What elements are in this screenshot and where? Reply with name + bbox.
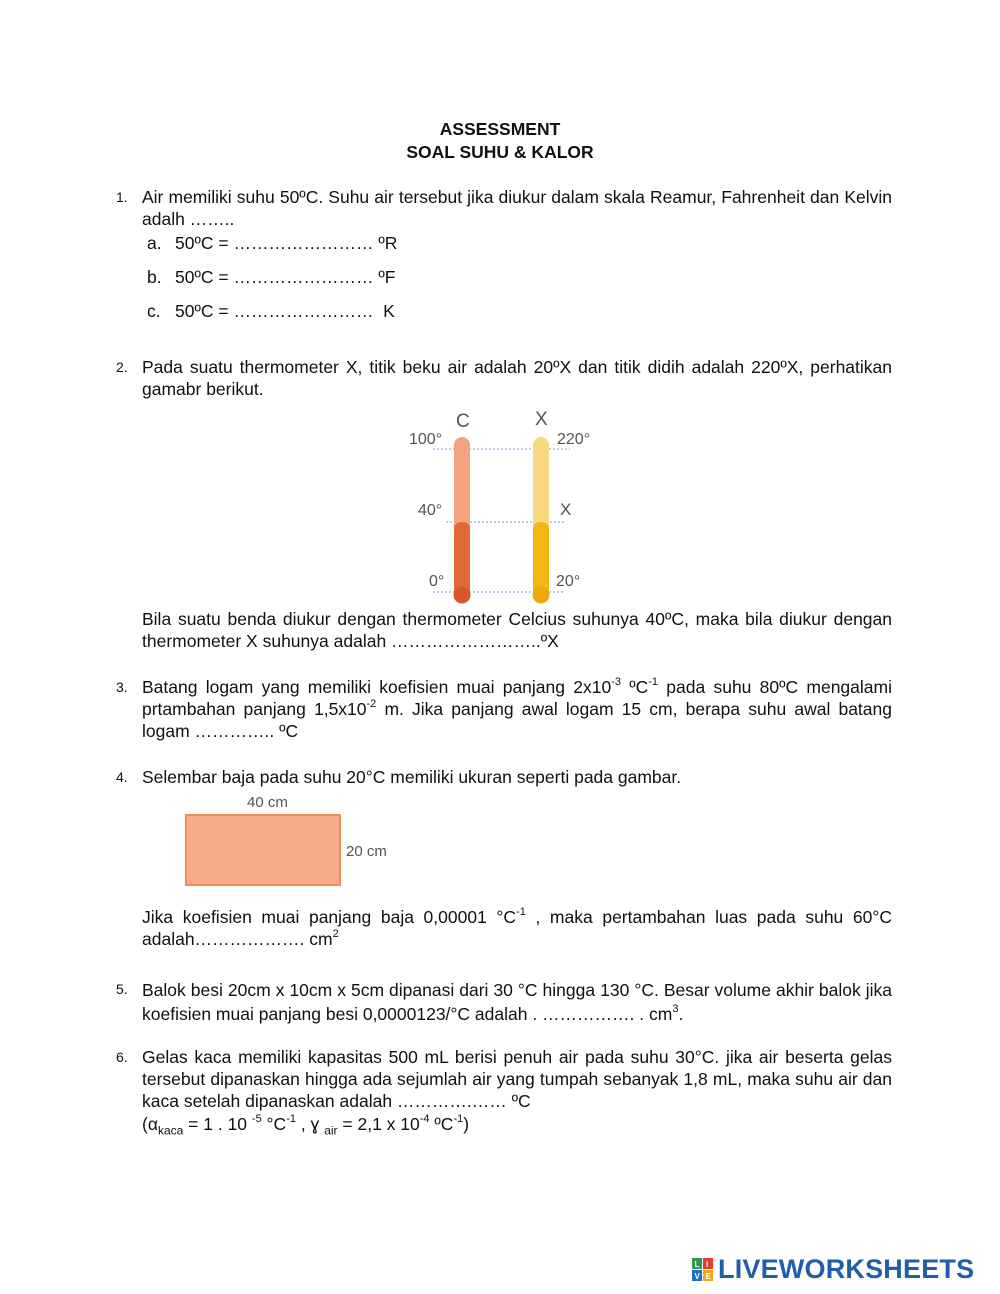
height-label: 20 cm [346, 843, 387, 860]
option-label: c. [147, 301, 161, 321]
x-mid-label: X [560, 500, 572, 519]
celsius-bulb [454, 587, 471, 604]
svg-text:E: E [705, 1272, 711, 1281]
celsius-liquid [454, 522, 470, 597]
brand-name: LIVEWORKSHEETS [718, 1254, 975, 1284]
option-unit: ºR [373, 233, 398, 253]
question-number-2: 2. [116, 359, 128, 375]
x-scale-label: X [535, 409, 548, 430]
x-bulb [533, 587, 550, 604]
question-2-followup: Bila suatu benda diukur dengan thermometer Celcius suhunya 40ºC, maka bila diukur dengan thermometer X suhunya adalah ……………………..ºX [142, 609, 892, 651]
option-label: a. [147, 233, 162, 253]
thermometer-figure [400, 405, 620, 610]
x-bot-label: 20° [556, 573, 581, 590]
option-unit: ºF [373, 267, 396, 287]
option-label: b. [147, 267, 162, 287]
x-top-label: 220° [557, 431, 591, 448]
question-4-followup: Jika koefisien muai panjang baja 0,00001 $^\circ C^{-1}$ , maka pertambahan luas pada suhu 60°C adalah………………. $cm^2$ [142, 906, 892, 949]
logo-badge-icon [692, 1258, 714, 1282]
page-subtitle: SOAL SUHU & KALOR [406, 142, 594, 162]
page-title: ASSESSMENT [439, 119, 561, 139]
option-lhs: 50ºC = [175, 301, 234, 321]
question-5-text: Balok besi 20cm x 10cm x 5cm dipanasi dari 30 °C hingga 130 °C. Besar volume akhir balok jika koefisien muai panjang besi 0,0000123/°C adalah . ……………. . $cm^3$. [142, 980, 892, 1024]
option-lhs: 50ºC = [175, 233, 234, 253]
question-1-option-c [147, 300, 395, 322]
question-3-text: Batang logam yang memiliki koefisien muai panjang $2x10^{-3}$ ºC$^{-1}$ pada suhu 80ºC mengalami prtambahan panjang $1,5x10^{-2}$ m. Jika panjang awal logam 15 cm, berapa suhu awal batang logam ………….. ºC [142, 676, 892, 741]
option-unit: K [373, 301, 395, 321]
question-number-4: 4. [116, 769, 128, 785]
answer-blank[interactable]: …………………… [233, 267, 374, 287]
x-liquid [533, 522, 549, 597]
liveworksheets-logo[interactable] [692, 1253, 992, 1287]
svg-text:L: L [694, 1260, 700, 1269]
answer-blank[interactable]: …………………… [233, 233, 374, 253]
answer-blank[interactable]: …………………… [233, 301, 374, 321]
question-4-text: Selembar baja pada suhu 20°C memiliki ukuran seperti pada gambar. [142, 767, 682, 787]
question-number-3: 3. [116, 679, 128, 695]
question-1-option-b [147, 266, 395, 288]
question-number-6: 6. [116, 1049, 128, 1065]
question-1-option-a [147, 232, 397, 254]
question-6-text: Gelas kaca memiliki kapasitas 500 mL berisi penuh air pada suhu 30°C. jika air beserta gelas tersebut dipanaskan hingga ada sejumlah air yang tumpah sebanyak 1,8 mL, maka suhu air dan kaca setelah dipanaskan adalah ………….…… ºC [142, 1047, 892, 1111]
celsius-bot-label: 0° [429, 573, 445, 590]
celsius-scale-label: C [456, 411, 470, 432]
svg-text:I: I [706, 1260, 709, 1269]
question-6-formula: ($\alpha_{kaca} = 1$ . 10 $^{-5}$ $^\circ C^{-1}$ , ɣ $_{air}$ = 2,1 x $10^{-4}$ ºC$^{-1}$) [142, 1113, 470, 1138]
steel-sheet-figure [180, 790, 400, 890]
width-label: 40 cm [247, 794, 288, 811]
question-1-text: Air memiliki suhu 50ºC. Suhu air tersebut jika diukur dalam skala Reamur, Fahrenheit dan Kelvin adalh …….. [142, 187, 892, 229]
option-lhs: 50ºC = [175, 267, 234, 287]
celsius-top-label: 100° [409, 431, 443, 448]
question-number-1: 1. [116, 189, 128, 205]
question-2-text: Pada suatu thermometer X, titik beku air adalah 20ºX dan titik didih adalah 220ºX, perhatikan gamabr berikut. [142, 357, 892, 399]
question-number-5: 5. [116, 981, 128, 997]
steel-sheet-rect [186, 815, 340, 885]
celsius-mid-label: 40° [418, 502, 443, 519]
svg-text:V: V [694, 1272, 700, 1281]
